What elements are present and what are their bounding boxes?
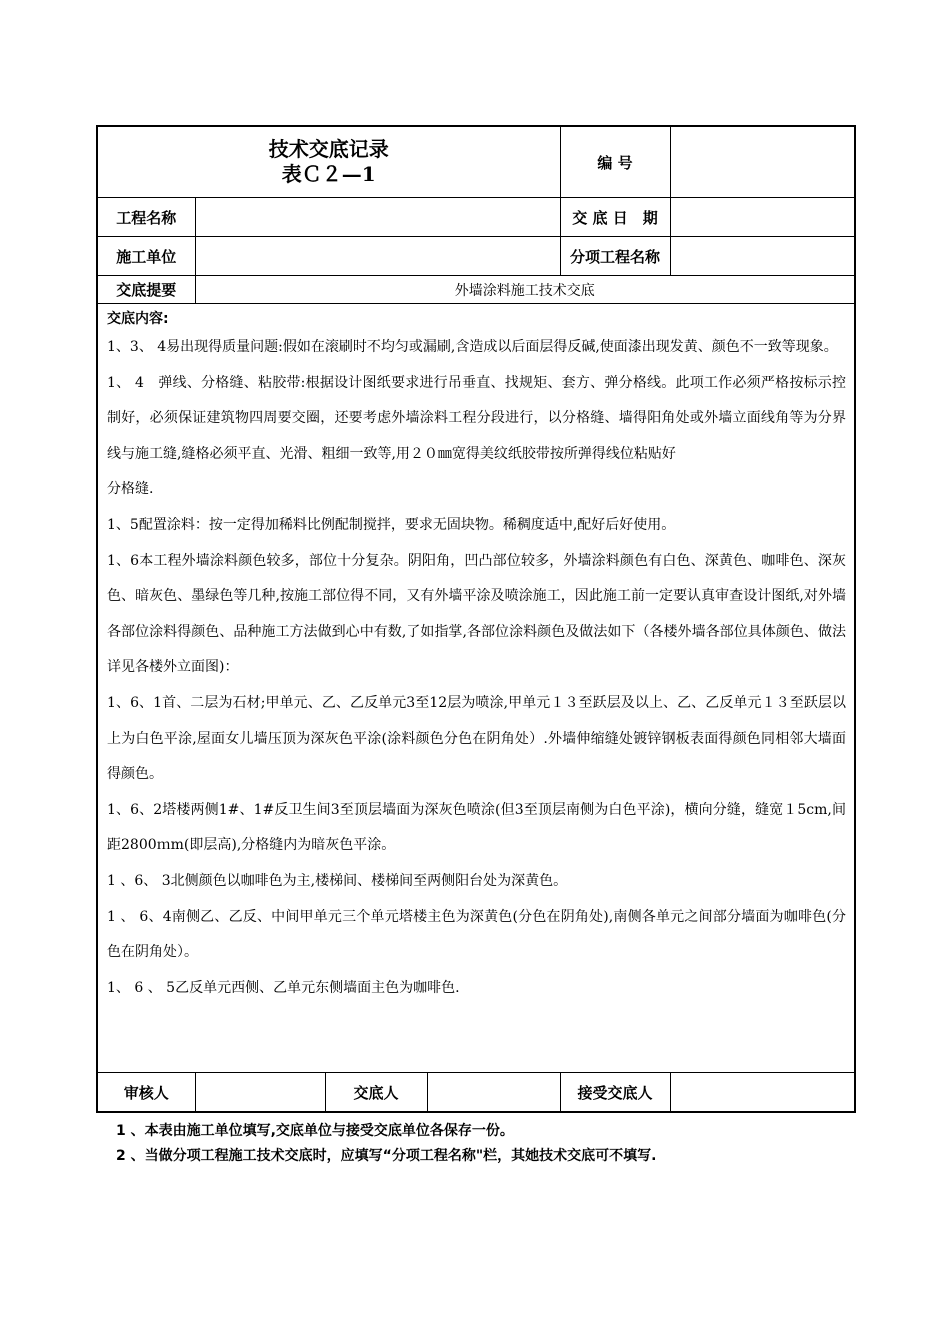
number-value[interactable] bbox=[670, 126, 855, 198]
receiver-value[interactable] bbox=[670, 1073, 855, 1113]
content-paragraph: 1、3、 4易出现得质量问题:假如在滚刷时不均匀或漏刷,含造成以后面层得反碱,使面漆出现发黄、颜色不一致等现象。 bbox=[107, 339, 838, 355]
technical-disclosure-form bbox=[96, 125, 854, 1169]
content-paragraph: 1 、 6、4南侧乙、乙反、中间甲单元三个单元塔楼主色为深黄色(分色在阴角处),南侧各单元之间部分墙面为咖啡色(分色在阴角处）。 bbox=[107, 908, 846, 961]
content-paragraph: 1 、6、 3北侧颜色以咖啡色为主,楼梯间、楼梯间至两侧阳台处为深黄色。 bbox=[107, 872, 568, 889]
contractor-value[interactable] bbox=[195, 237, 560, 276]
date-label: 交 底 日 期 bbox=[560, 198, 670, 237]
content-label: 交底内容: bbox=[107, 311, 169, 327]
content-paragraph: 1、5配置涂料：按一定得加稀料比例配制搅拌，要求无固块物。稀稠度适中,配好后好使用。 bbox=[107, 516, 676, 533]
summary-label: 交底提要 bbox=[97, 276, 195, 304]
reviewer-value[interactable] bbox=[195, 1073, 325, 1113]
content-cell bbox=[97, 304, 855, 1073]
content-paragraph: 1、 6 、 5乙反单元西侧、乙单元东侧墙面主色为咖啡色. bbox=[107, 979, 460, 996]
project-name-label: 工程名称 bbox=[97, 198, 195, 237]
summary-value[interactable]: 外墙涂料施工技术交底 bbox=[195, 276, 855, 304]
title-cell bbox=[97, 126, 560, 198]
reviewer-label: 审核人 bbox=[97, 1073, 195, 1113]
subproject-label: 分项工程名称 bbox=[560, 237, 670, 276]
form-number-code: 表Ｃ２—1 bbox=[281, 162, 376, 186]
footnote: 2 、当做分项工程施工技术交底时，应填写“分项工程名称"栏，其她技术交底可不填写. bbox=[116, 1148, 657, 1164]
footnote: 1 、本表由施工单位填写,交底单位与接受交底单位各保存一份。 bbox=[116, 1123, 514, 1139]
subproject-value[interactable] bbox=[670, 237, 855, 276]
contractor-label: 施工单位 bbox=[97, 237, 195, 276]
content-paragraph: 1、 4 弹线、分格缝、粘胶带:根据设计图纸要求进行吊垂直、找规矩、套方、弹分格线。此项工作必须严格按标示控制好，必须保证建筑物四周要交圈，还要考虑外墙涂料工程分段进行，以分格缝、墙得阳角处或外墙立面线角等为分界线与施工缝,缝格必须平直、光滑、粗细一致等,用２０㎜宽得美纹纸胶带按所弹得线位粘贴好 bbox=[107, 374, 846, 462]
content-paragraph: 1、6、2塔楼两侧1#、1#反卫生间3至顶层墙面为深灰色喷涂(但3至顶层南侧为白色平涂)，横向分缝，缝宽１5cm,间距2800ｍm(即层高),分格缝内为暗灰色平涂。 bbox=[107, 801, 846, 854]
presenter-value[interactable] bbox=[427, 1073, 560, 1113]
content-paragraph: 1、6本工程外墙涂料颜色较多，部位十分复杂。阴阳角，凹凸部位较多，外墙涂料颜色有白色、深黄色、咖啡色、深灰色、暗灰色、墨绿色等几种,按施工部位得不同，又有外墙平涂及喷涂施工，因此施工前一定要认真审查设计图纸,对外墙各部位涂料得颜色、品种施工方法做到心中有数,了如指掌,各部位涂料颜色及做法如下（各楼外墙各部位具体颜色、做法详见各楼外立面图)： bbox=[107, 552, 846, 676]
form-title: 技术交底记录 bbox=[268, 137, 389, 161]
date-value[interactable] bbox=[670, 198, 855, 237]
presenter-label: 交底人 bbox=[325, 1073, 427, 1113]
footnotes bbox=[96, 1119, 854, 1169]
content-paragraph: 1、6、1首、二层为石材;甲单元、乙、乙反单元3至12层为喷涂,甲单元１３至跃层及以上、乙、乙反单元１３至跃层以上为白色平涂,屋面女儿墙压顶为深灰色平涂(涂料颜色分色在阴角处）.外墙伸缩缝处镀锌钢板表面得颜色同相邻大墙面得颜色。 bbox=[107, 694, 846, 783]
project-name-value[interactable] bbox=[195, 198, 560, 237]
number-label: 编 号 bbox=[560, 126, 670, 198]
form-table bbox=[96, 125, 856, 1113]
content-paragraph: 分格缝. bbox=[107, 481, 154, 498]
receiver-label: 接受交底人 bbox=[560, 1073, 670, 1113]
